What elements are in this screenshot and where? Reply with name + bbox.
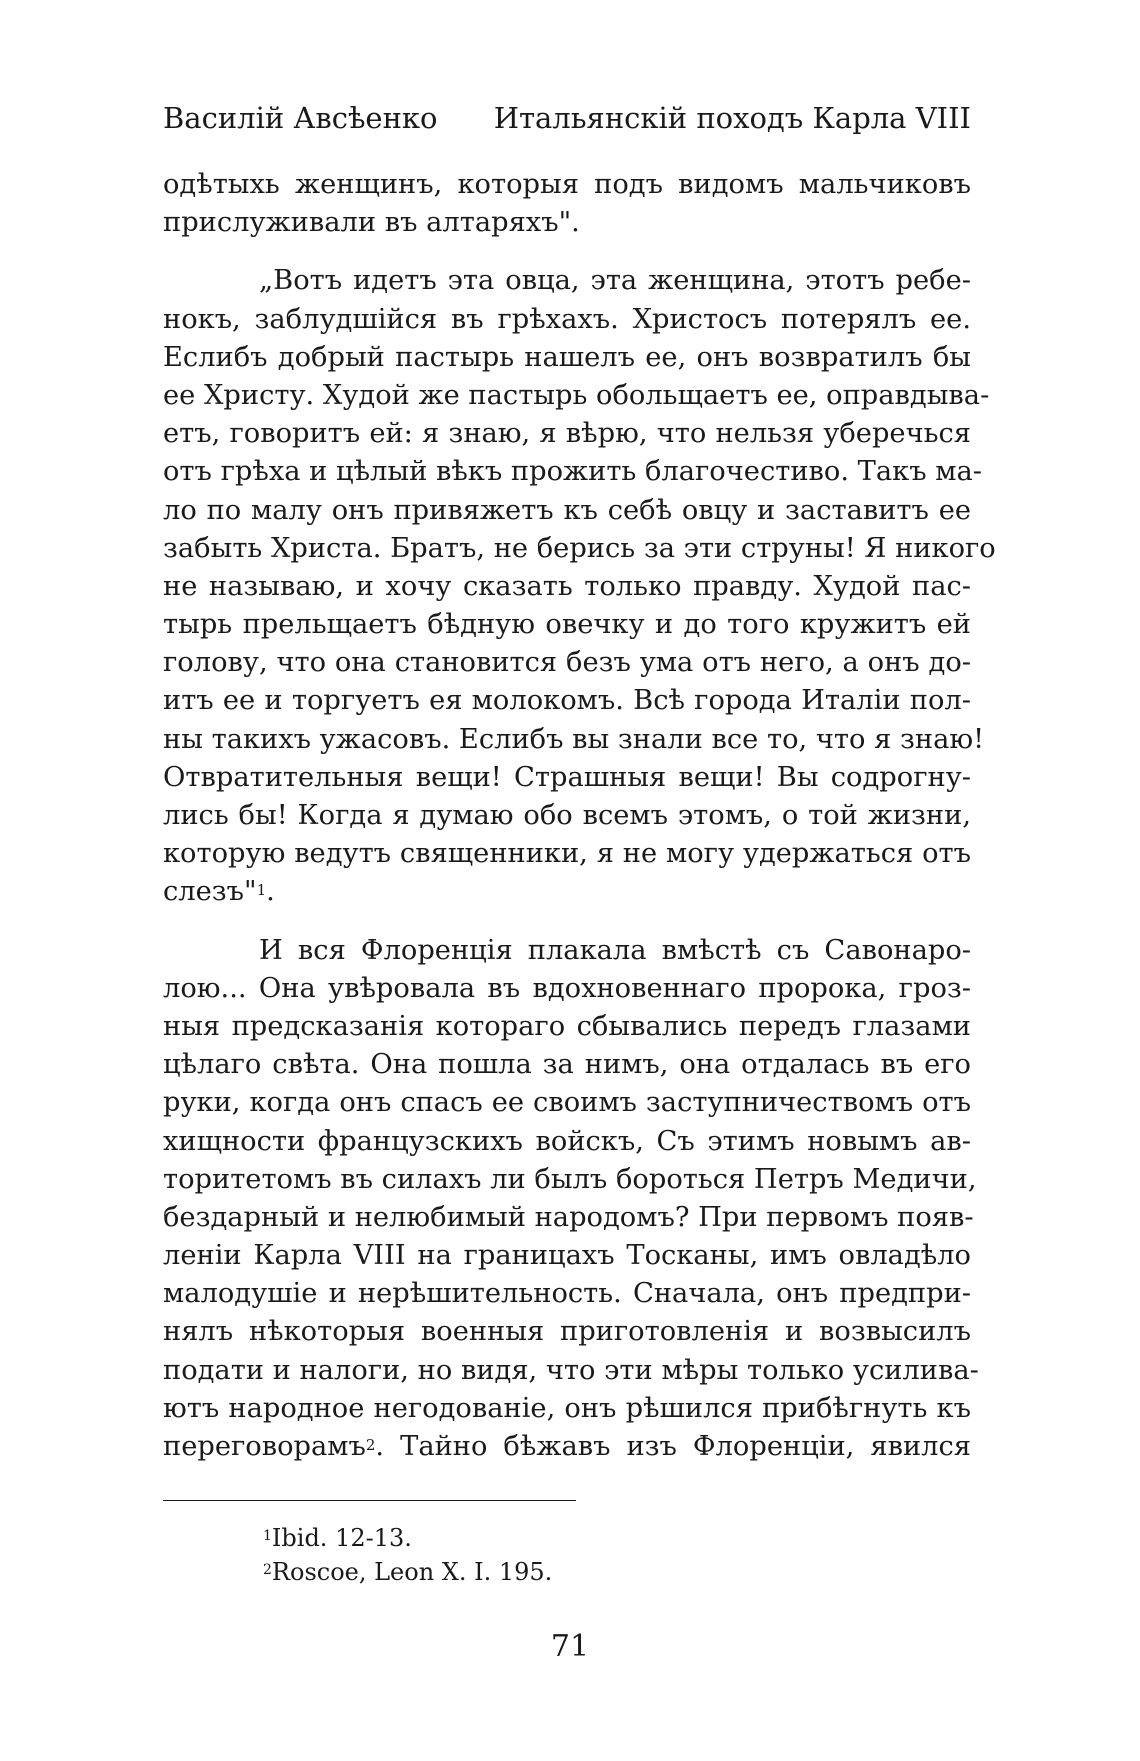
paragraph-gap: [163, 242, 971, 262]
line-text: Еслибъ добрый пастырь нашелъ ее, онъ возвратилъ бы: [163, 341, 971, 373]
text-line: [163, 339, 971, 377]
text-line: [163, 377, 990, 415]
line-text: „Вотъ идетъ эта овца, эта женщина, этотъ ребе-: [259, 265, 971, 297]
paragraph: [163, 262, 996, 911]
text-line: [163, 873, 971, 911]
text-line: [163, 1428, 971, 1466]
line-text: одѣтыхь женщинъ, которыя подъ видомъ мальчиковъ: [163, 169, 971, 200]
text-line: [163, 1008, 971, 1046]
text-line: [163, 970, 971, 1008]
text-line: [163, 415, 971, 453]
line-text: тырь прельщаетъ бѣдную овечку и до того кружитъ ей: [163, 609, 971, 641]
text-line: [163, 606, 971, 644]
line-text: леніи Карла VIII на границахъ Тосканы, имъ овладѣло: [163, 1240, 971, 1272]
text-line: [163, 301, 971, 339]
line-text: прислуживали въ алтаряхъ".: [163, 207, 580, 239]
page-number: 71: [550, 1629, 590, 1664]
text-line: [163, 568, 971, 606]
text-line: [163, 1199, 974, 1237]
line-text: слезъ": [163, 876, 257, 908]
line-text: малодушіе и нерѣшительность. Сначала, онъ предпри-: [163, 1278, 971, 1310]
line-text: ее Христу. Худой же пастырь обольщаетъ ее, оправдыва-: [163, 379, 990, 411]
footnote-divider: [163, 1500, 576, 1501]
footnotes: [263, 1521, 552, 1589]
line-text: торитетомъ въ силахъ ли былъ бороться Петръ Медичи,: [163, 1163, 977, 1195]
text-line: [163, 530, 996, 568]
line-end-text: .: [266, 876, 275, 908]
text-line: [163, 492, 971, 530]
paragraph: [163, 166, 971, 242]
text-line: [163, 797, 971, 835]
line-text: не называю, и хочу сказать только правду. Худой пас-: [163, 570, 971, 602]
line-text: бездарный и нелюбимый народомъ? При первомъ появ-: [163, 1201, 974, 1233]
footnote-2: [263, 1555, 552, 1589]
footnote-reference: 2: [365, 1436, 376, 1454]
line-text: нокъ, заблудшійся въ грѣхахъ. Христосъ потерялъ ее.: [163, 303, 971, 335]
running-head-author: Василій Авсѣенко: [163, 101, 438, 135]
line-text: етъ, говоритъ ей: я знаю, я вѣрю, что нельзя уберечься: [163, 418, 971, 450]
line-text: цѣлаго свѣта. Она пошла за нимъ, она отдалась въ его: [163, 1049, 971, 1081]
footnote-1: [263, 1521, 552, 1555]
footnote-text: Roscoe, Leon X. I. 195.: [271, 1558, 553, 1586]
line-text: голову, что она становится безъ ума отъ него, а онъ до-: [163, 647, 971, 679]
body-text: [163, 166, 996, 1466]
line-text: которую ведутъ священники, я не могу удержаться отъ: [163, 838, 971, 870]
text-line: [163, 1123, 971, 1161]
line-text: подати и налоги, но видя, что эти мѣры только усилива-: [163, 1354, 979, 1386]
line-text: ны такихъ ужасовъ. Еслибъ вы знали все то, что я знаю!: [163, 723, 985, 755]
line-text: итъ ее и торгуетъ ея молокомъ. Всѣ города Италіи пол-: [163, 685, 971, 717]
text-line: [163, 682, 971, 720]
line-text: забыть Христа. Братъ, не берись за эти струны! Я никого: [163, 532, 996, 564]
text-line: [163, 1161, 977, 1199]
text-line: [163, 644, 971, 682]
text-line: [163, 1390, 971, 1428]
running-head: [163, 98, 971, 138]
text-line: [163, 262, 971, 300]
text-line: [163, 759, 971, 797]
line-end-text: . Тайно бѣжавъ изъ Флоренціи, явился: [375, 1431, 971, 1462]
line-text: ныя предсказанія котораго сбывались передъ глазами: [163, 1010, 971, 1042]
text-line: [163, 1313, 971, 1351]
footnote-mark: 1: [263, 1528, 272, 1544]
line-text: отъ грѣха и цѣлый вѣкъ прожить благочестиво. Такъ ма-: [163, 456, 982, 488]
line-text: ло по малу онъ привяжетъ къ себѣ овцу и заставитъ ее: [163, 494, 971, 526]
text-line: [163, 1275, 971, 1313]
text-line: [163, 721, 985, 759]
text-line: [163, 166, 971, 204]
footnote-text: Ibid. 12-13.: [271, 1524, 412, 1552]
line-text: И вся Флоренція плакала вмѣстѣ съ Савонаро-: [259, 934, 971, 966]
line-text: ютъ народное негодованіе, онъ рѣшился прибѣгнуть къ: [163, 1392, 971, 1424]
paragraph-gap: [163, 912, 971, 932]
text-line: [163, 932, 971, 970]
line-text: руки, когда онъ спасъ ее своимъ заступничествомъ отъ: [163, 1087, 971, 1119]
line-text: хищности французскихъ войскъ, Съ этимъ новымъ ав-: [163, 1125, 971, 1157]
paragraph: [163, 932, 979, 1467]
text-line: [163, 835, 971, 873]
text-line: [163, 1084, 971, 1122]
line-text: лою... Она увѣровала въ вдохновеннаго пророка, гроз-: [163, 972, 971, 1004]
line-text: лись бы! Когда я думаю обо всемъ этомъ, о той жизни,: [163, 800, 971, 831]
text-line: [163, 1352, 979, 1390]
footnote-mark: 2: [263, 1562, 272, 1578]
running-head-title: Итальянскій походъ Карла VIII: [493, 101, 971, 135]
line-text: переговорамъ: [163, 1431, 366, 1462]
text-line: [163, 1237, 971, 1275]
line-text: Отвратительныя вещи! Страшныя вещи! Вы содрогну-: [163, 761, 971, 793]
text-line: [163, 204, 971, 242]
line-text: нялъ нѣкоторыя военныя приготовленія и возвысилъ: [163, 1316, 971, 1348]
text-line: [163, 453, 982, 491]
footnote-reference: 1: [256, 881, 267, 900]
text-line: [163, 1046, 971, 1084]
